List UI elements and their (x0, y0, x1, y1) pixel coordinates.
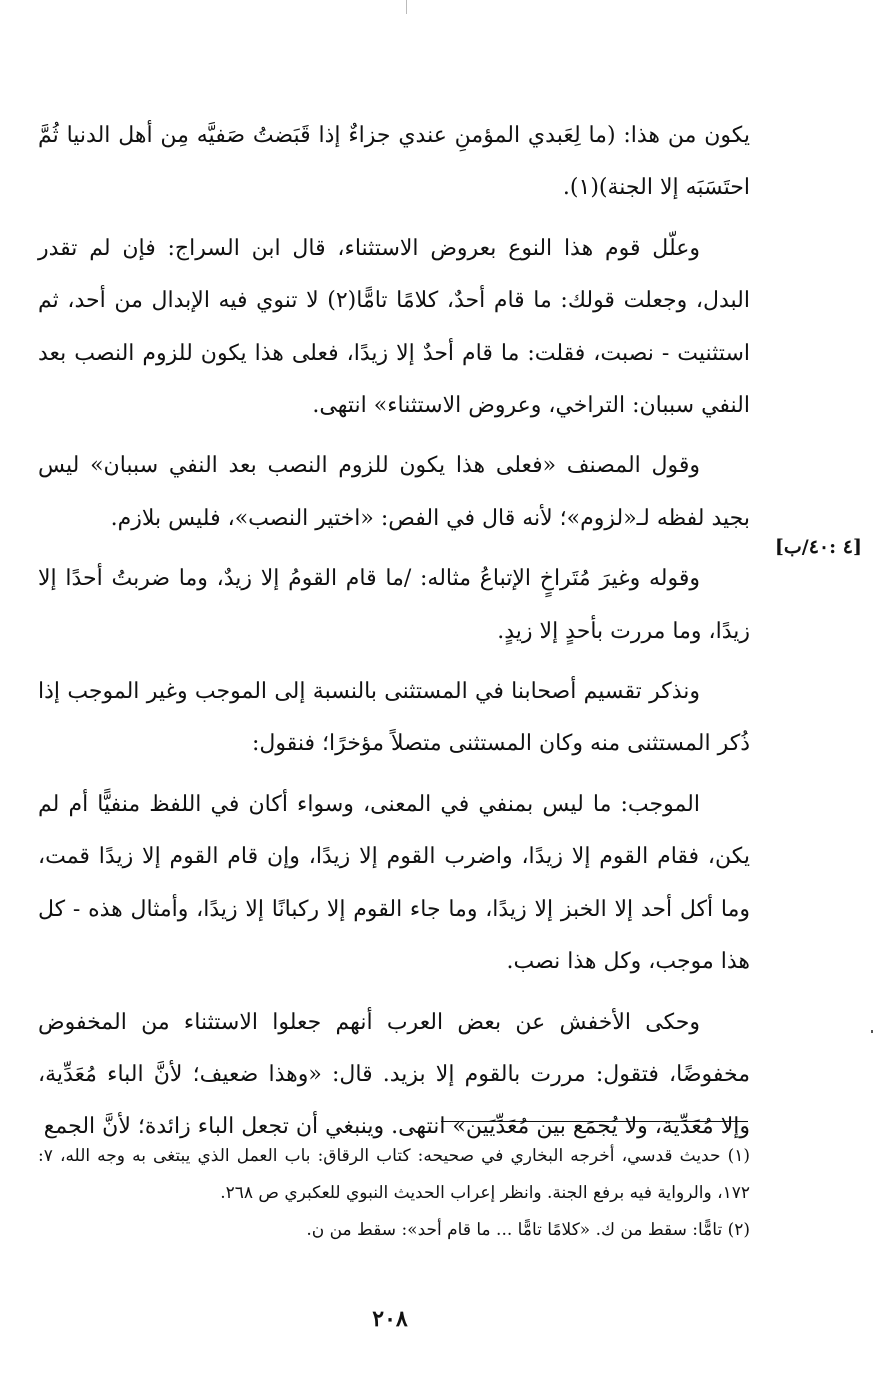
manuscript-folio-reference: [٤ :٤٠/ب] (774, 536, 862, 558)
scan-artifact-top (406, 0, 407, 14)
paragraph-4: وقوله وغيرَ مُتَراخٍ الإتباعُ مثاله: /ما قام القومُ إلا زيدٌ، وما ضربتُ أحدًا إلا زيدًا، وما مررت بأحدٍ إلا زيدٍ. (38, 566, 750, 644)
footnote-1: (١) حديث قدسي، أخرجه البخاري في صحيحه: كتاب الرقاق: باب العمل الذي يبتغى به وجه الله، ٧: ١٧٢، والرواية فيه برفع الجنة. وانظر إعراب الحديث النبوي للعكبري ص ٢٦٨. (38, 1146, 750, 1203)
paragraph-1: يكون من هذا: (ما لِعَبدي المؤمنِ عندي جزاءٌ إذا قَبَضتُ صَفيَّه مِن أهل الدنيا ثُمَّ احتَسَبَه إلا الجنة)(١). (38, 123, 750, 201)
main-text (38, 110, 750, 1162)
footnote-separator (441, 1121, 748, 1122)
scan-artifact-margin (871, 1030, 873, 1033)
paragraph-2: وعلّل قوم هذا النوع بعروض الاستثناء، قال ابن السراج: فإن لم تقدر البدل، وجعلت قولك: ما قام أحدٌ، كلامًا تامًّا(٢) لا تنوي فيه الإبدال من أحد، ثم استثنيت - نصبت، فقلت: ما قام أحدٌ إلا زيدًا، فعلى هذا يكون للزوم النصب بعد النفي سببان: التراخي، وعروض الاستثناء» انتهى. (38, 235, 750, 419)
paragraph-5: ونذكر تقسيم أصحابنا في المستثنى بالنسبة إلى الموجب وغير الموجب إذا ذُكر المستثنى منه وكان المستثنى متصلاً مؤخرًا؛ فنقول: (38, 679, 750, 757)
page-number: ٢٠٨ (372, 1306, 408, 1332)
footnotes (38, 1138, 750, 1249)
paragraph-7: وحكى الأخفش عن بعض العرب أنهم جعلوا الاستثناء من المخفوض مخفوضًا، فتقول: مررت بالقوم إلا بزيد. قال: «وهذا ضعيف؛ لأنَّ الباء مُعَدِّية، وإلا مُعَدِّية، ولا يُجمَع بين مُعَدِّيَين» انتهى. وينبغي أن تجعل الباء زائدة؛ لأنَّ الجمع (38, 1009, 750, 1140)
paragraph-3: وقول المصنف «فعلى هذا يكون للزوم النصب بعد النفي سببان» ليس بجيد لفظه لـ«لزوم»؛ لأنه قال في الفص: «اختير النصب»، فليس بلازم. (38, 453, 750, 531)
paragraph-6: الموجب: ما ليس بمنفي في المعنى، وسواء أكان في اللفظ منفيًّا أم لم يكن، فقام القوم إلا زيدًا، واضرب القوم إلا زيدًا، وإن قام القوم إلا زيدًا قمت، وما أكل أحد إلا الخبز إلا زيدًا، وما جاء القوم إلا ركبانًا إلا زيدًا، وأمثال هذه - كل هذا موجب، وكل هذا نصب. (38, 791, 750, 975)
footnote-2: (٢) تامًّا: سقط من ك. «كلامًا تامًّا ... ما قام أحد»: سقط من ن. (306, 1220, 750, 1240)
